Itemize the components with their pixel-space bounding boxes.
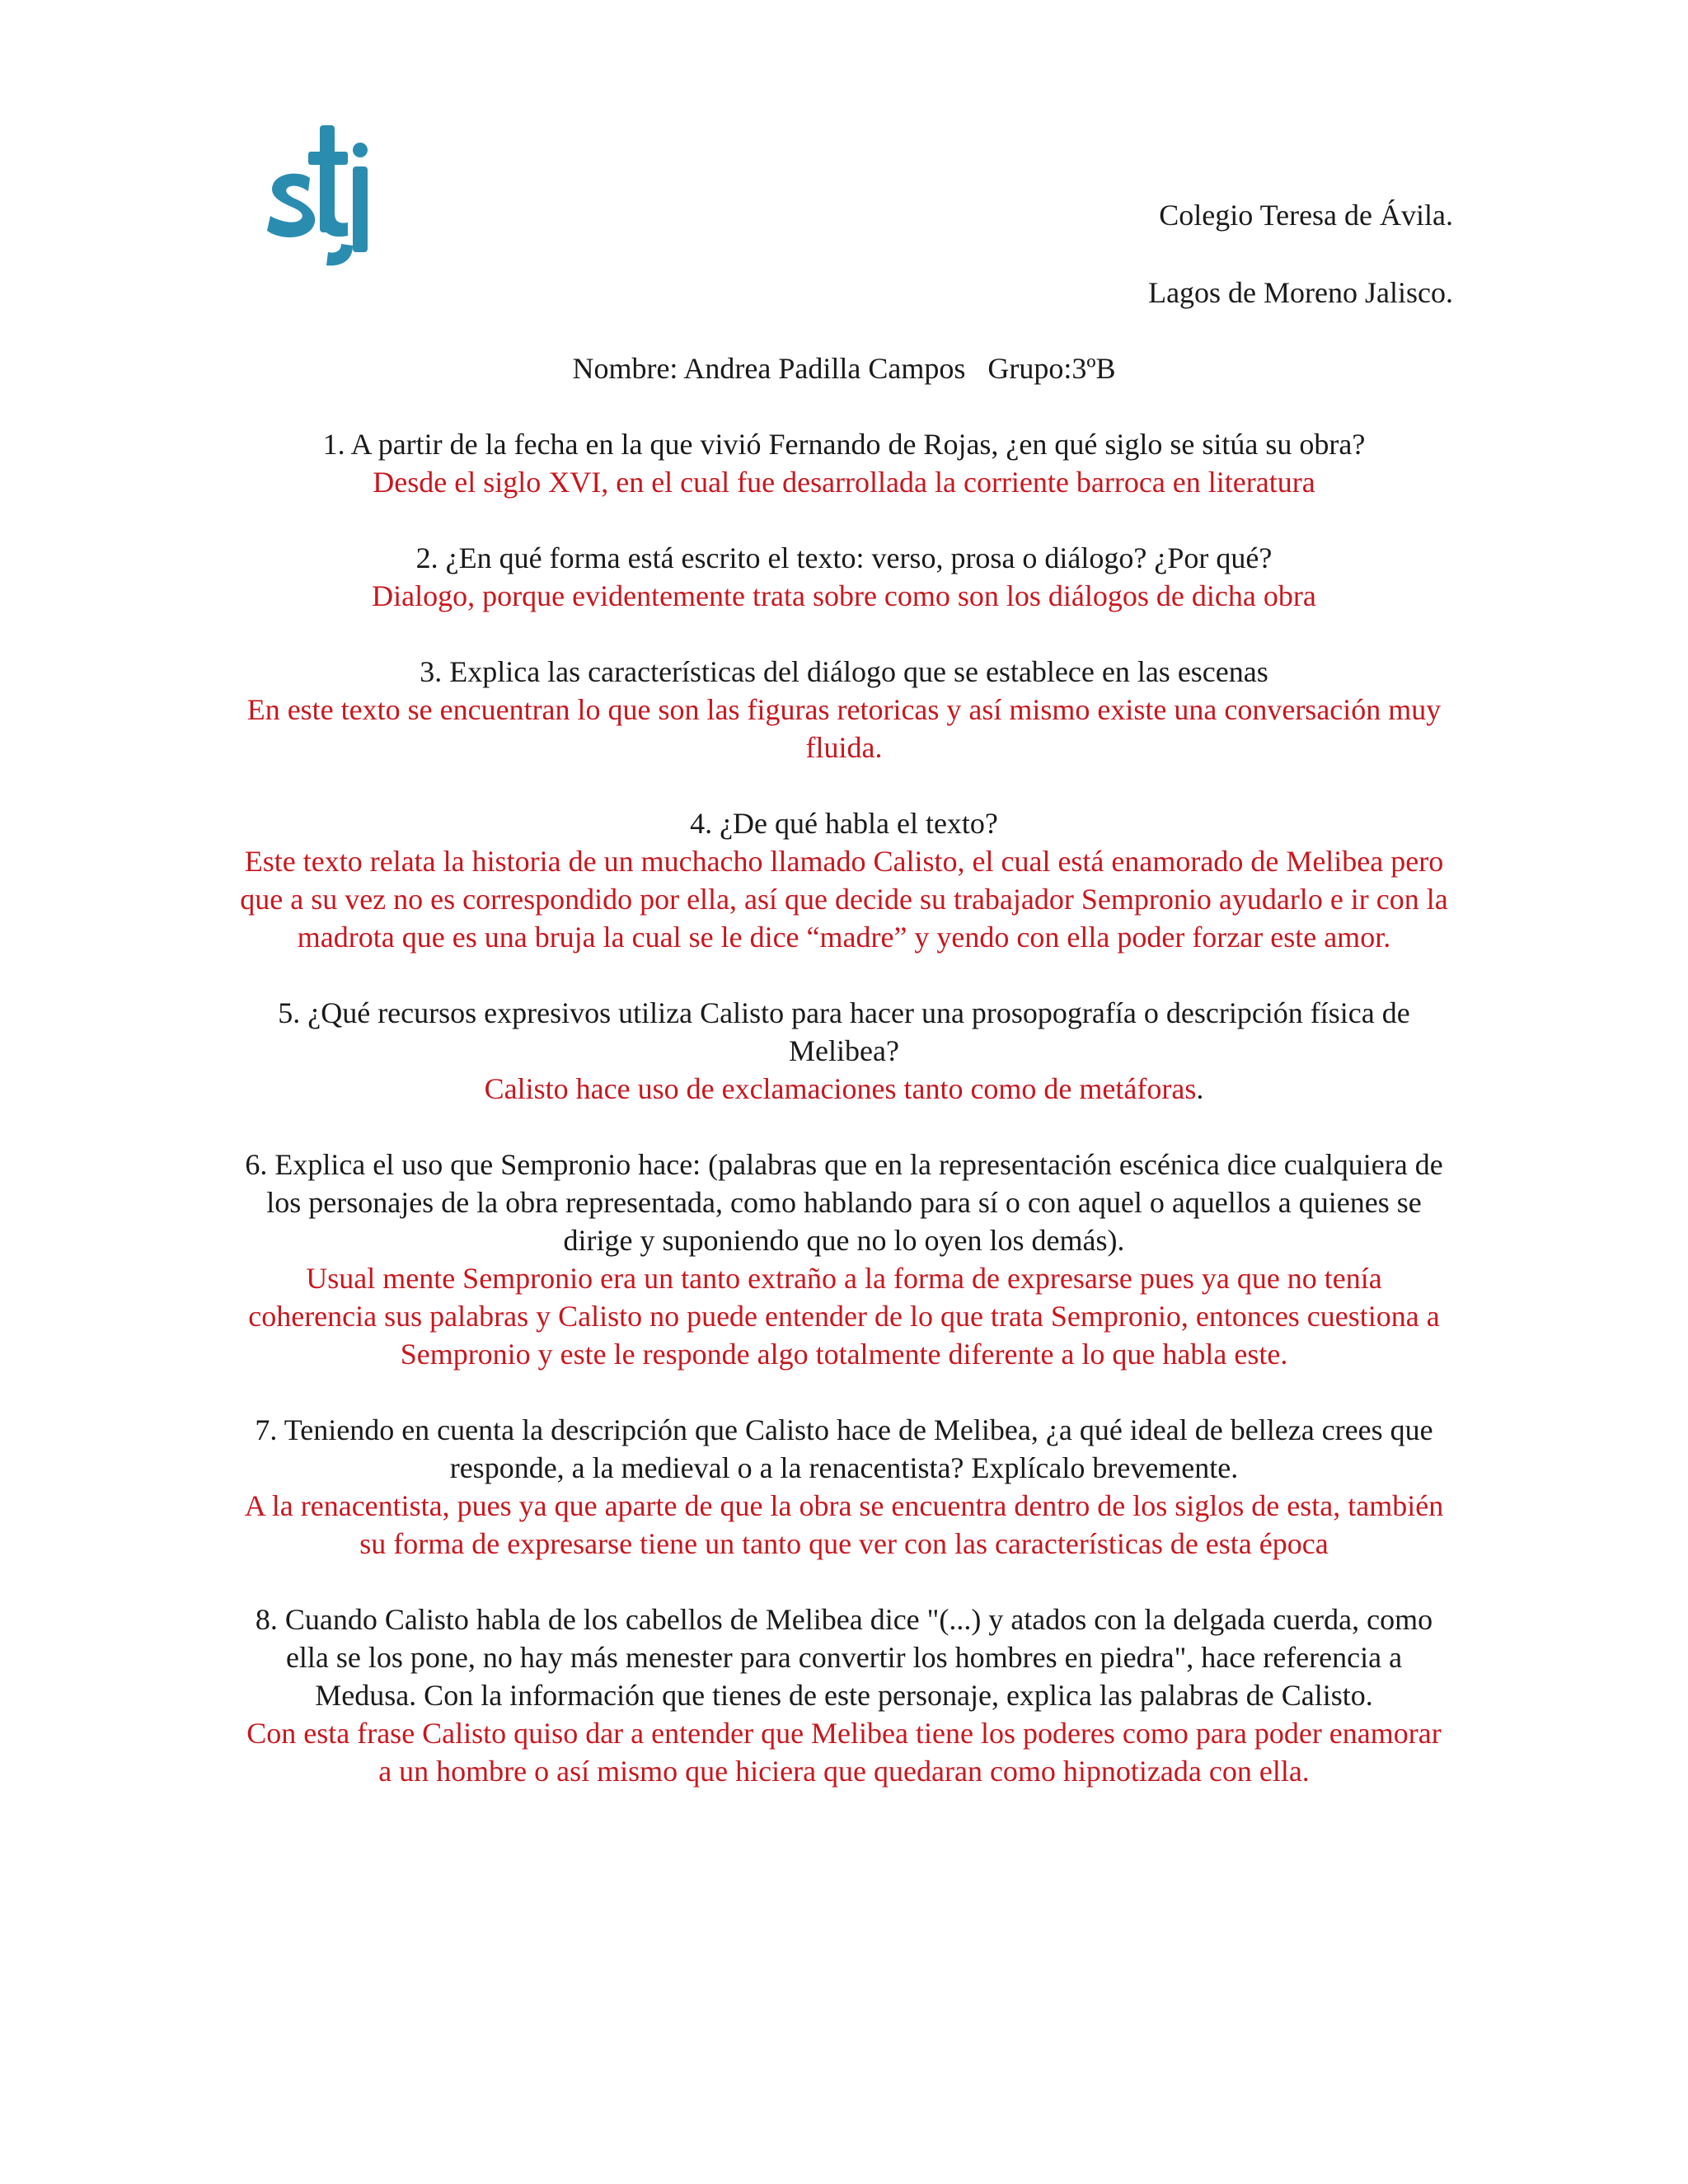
answer-body: Calisto hace uso de exclamaciones tanto como de metáforas	[484, 1072, 1197, 1105]
answer-text	[239, 842, 1449, 956]
answer-body: Desde el siglo XVI, en el cual fue desarrollada la corriente barroca en literatura	[373, 466, 1315, 499]
answer-text	[239, 1259, 1449, 1373]
question-block	[239, 539, 1449, 615]
answer-body: En este texto se encuentran lo que son las figuras retoricas y así mismo existe una conversación muy fluida.	[246, 693, 1442, 764]
question-text: 8. Cuando Calisto habla de los cabellos de Melibea dice "(...) y atados con la delgada cuerda, como ella se los pone, no hay más menester para convertir los hombres en piedra", hace referencia a Medusa. Con la información que tienes de este personaje, explica las palabras de Calisto.	[255, 1603, 1433, 1712]
question-block	[239, 1146, 1449, 1373]
student-name: Nombre: Andrea Padilla Campos	[572, 352, 966, 385]
answer-body: Usual mente Sempronio era un tanto extraño a la forma de expresarse pues ya que no tenía coherencia sus palabras y Calisto no puede entender de lo que trata Sempronio, entonces cuestiona a Sempronio y este le responde algo totalmente diferente a lo que habla este.	[248, 1262, 1440, 1371]
question-text: 1. A partir de la fecha en la que vivió Fernando de Rojas, ¿en qué siglo se sitúa su obra?	[322, 428, 1366, 461]
question-text: 2. ¿En qué forma está escrito el texto: verso, prosa o diálogo? ¿Por qué?	[415, 541, 1273, 574]
question-block	[239, 425, 1449, 501]
questions-section	[239, 425, 1449, 1828]
question-block	[239, 804, 1449, 956]
answer-body: A la renacentista, pues ya que aparte de que la obra se encuentra dentro de los siglos de esta, también su forma de expresarse tiene un tanto que ver con las características de esta época	[244, 1489, 1444, 1560]
answer-body: Con esta frase Calisto quiso dar a entender que Melibea tiene los poderes como para poder enamorar a un hombre o así mismo que hiciera que quedaran como hipnotizada con ella.	[246, 1717, 1442, 1788]
answer-text	[239, 1070, 1449, 1108]
answer-text	[239, 577, 1449, 615]
answer-text	[239, 463, 1449, 501]
question-block	[239, 1601, 1449, 1790]
answer-body: Este texto relata la historia de un muchacho llamado Calisto, el cual está enamorado de Melibea pero que a su vez no es correspondido por ella, así que decide su trabajador Sempronio ayudarlo e ir con la madrota que es una bruja la cual se le dice “madre” y yendo con ella poder forzar este amor.	[240, 845, 1448, 954]
school-logo	[262, 114, 394, 279]
school-name: Colegio Teresa de Ávila.	[1159, 199, 1453, 232]
answer-tail: .	[1196, 1072, 1204, 1105]
question-text: 6. Explica el uso que Sempronio hace: (palabras que en la representación escénica dice cualquiera de los personajes de la obra representada, como hablando para sí o con aquel o aquellos a quienes se dirige y suponiendo que no lo oyen los demás).	[245, 1148, 1443, 1257]
question-text: 5. ¿Qué recursos expresivos utiliza Calisto para hacer una prosopografía o descripción física de Melibea?	[278, 996, 1410, 1067]
question-block	[239, 994, 1449, 1108]
school-location: Lagos de Moreno Jalisco.	[1148, 276, 1453, 309]
answer-body: Dialogo, porque evidentemente trata sobre como son los diálogos de dicha obra	[372, 579, 1316, 612]
question-text: 4. ¿De qué habla el texto?	[690, 807, 998, 840]
answer-text	[239, 691, 1449, 766]
question-block	[239, 1411, 1449, 1563]
question-text: 7. Teniendo en cuenta la descripción que Calisto hace de Melibea, ¿a qué ideal de belleza crees que responde, a la medieval o a la renacentista? Explícalo brevemente.	[255, 1413, 1433, 1484]
question-block	[239, 653, 1449, 766]
student-info	[0, 349, 1688, 387]
spacer	[965, 352, 987, 385]
answer-text	[239, 1714, 1449, 1790]
question-text: 3. Explica las características del diálogo que se establece en las escenas	[420, 655, 1268, 688]
stj-logo-icon	[262, 114, 394, 279]
student-group: Grupo:3ºB	[987, 352, 1116, 385]
answer-text	[239, 1487, 1449, 1563]
